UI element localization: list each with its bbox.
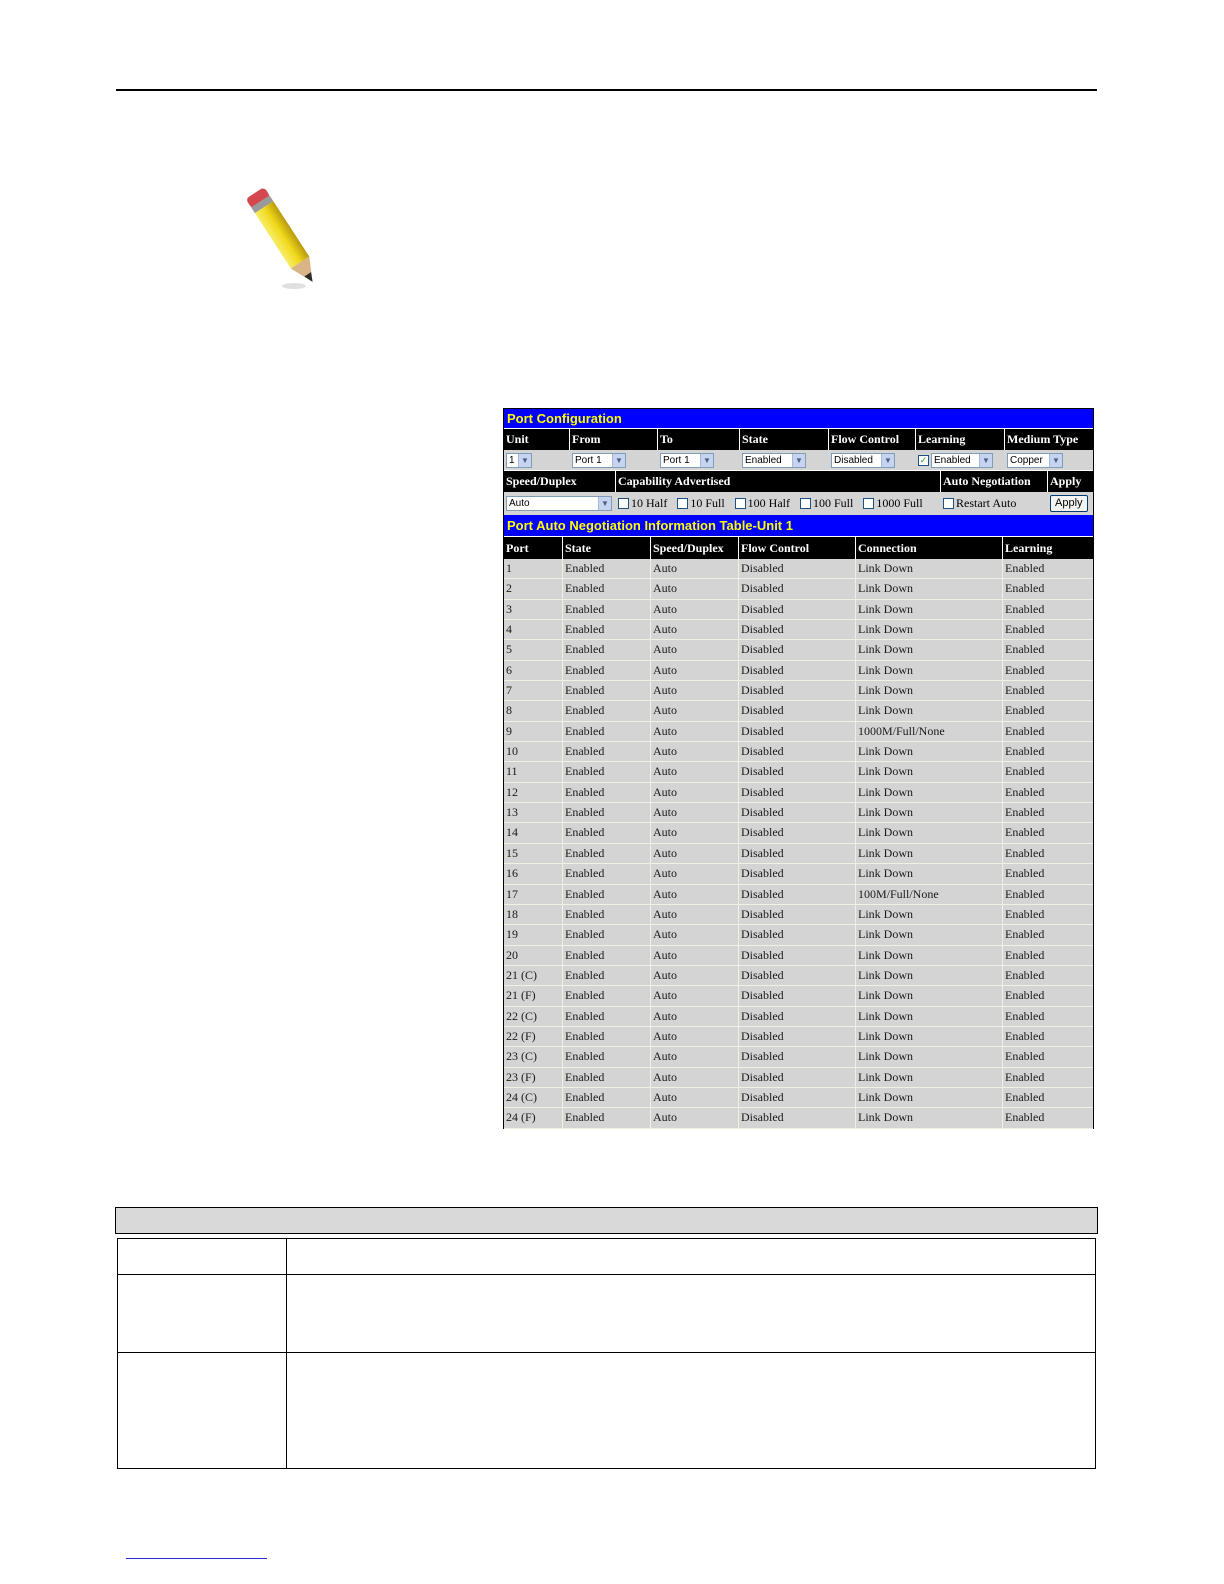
header-capability-advertised: Capability Advertised <box>616 471 941 492</box>
port-cell: 5 <box>504 640 563 659</box>
flow-control-cell: Disabled <box>739 864 856 883</box>
flow-control-cell: Disabled <box>739 742 856 761</box>
config-controls-row-2 <box>504 492 1093 515</box>
port-cell: 15 <box>504 844 563 863</box>
connection-cell: Link Down <box>856 762 1003 781</box>
learning-checkbox[interactable]: ✓ <box>919 454 928 465</box>
state-cell: Enabled <box>563 885 651 904</box>
speed-duplex-cell: Auto <box>651 1027 739 1046</box>
state-cell: Enabled <box>563 823 651 842</box>
pencil-icon <box>236 178 332 294</box>
speed-duplex-select[interactable]: Auto ▼ <box>506 496 612 511</box>
connection-cell: Link Down <box>856 864 1003 883</box>
table-row <box>504 946 1093 966</box>
state-cell: Enabled <box>563 925 651 944</box>
config-controls-row <box>504 450 1093 470</box>
page-top-rule <box>116 89 1097 91</box>
column-speed-duplex: Speed/Duplex <box>651 537 739 559</box>
connection-cell: Link Down <box>856 661 1003 680</box>
connection-cell: Link Down <box>856 701 1003 720</box>
chevron-down-icon: ▼ <box>700 454 713 467</box>
header-medium-type: Medium Type <box>1005 429 1093 450</box>
table-row <box>504 640 1093 660</box>
chevron-down-icon: ▼ <box>792 454 805 467</box>
speed-duplex-cell: Auto <box>651 783 739 802</box>
flow-control-cell: Disabled <box>739 600 856 619</box>
state-cell: Enabled <box>563 966 651 985</box>
flow-control-cell: Disabled <box>739 783 856 802</box>
header-auto-negotiation: Auto Negotiation <box>941 471 1048 492</box>
connection-cell: Link Down <box>856 986 1003 1005</box>
port-cell: 9 <box>504 722 563 741</box>
learning-cell: Enabled <box>1005 601 1045 616</box>
port-cell: 2 <box>504 579 563 598</box>
flow-control-cell: Disabled <box>739 986 856 1005</box>
column-connection: Connection <box>856 537 1003 559</box>
header-from: From <box>570 429 658 450</box>
table-row <box>504 1068 1093 1088</box>
state-select[interactable]: Enabled ▼ <box>742 453 806 468</box>
port-cell: 22 (F) <box>504 1027 563 1046</box>
checkbox[interactable] <box>735 498 746 509</box>
speed-duplex-cell: Auto <box>651 1088 739 1107</box>
port-cell: 8 <box>504 701 563 720</box>
config-header-row-2 <box>504 471 1093 492</box>
capability-100-half[interactable]: 100 Half <box>735 496 790 511</box>
speed-duplex-cell: Auto <box>651 600 739 619</box>
connection-cell: Link Down <box>856 823 1003 842</box>
learning-cell: Enabled <box>1005 1028 1045 1043</box>
flow-control-cell: Disabled <box>739 946 856 965</box>
table-row <box>504 1007 1093 1027</box>
header-unit: Unit <box>504 429 570 450</box>
state-cell: Enabled <box>563 722 651 741</box>
port-cell: 3 <box>504 600 563 619</box>
from-port-select[interactable]: Port 1 ▼ <box>572 453 626 468</box>
info-table-header <box>504 537 1093 559</box>
speed-duplex-cell: Auto <box>651 1068 739 1087</box>
port-cell: 23 (F) <box>504 1068 563 1087</box>
connection-cell: Link Down <box>856 946 1003 965</box>
port-cell: 12 <box>504 783 563 802</box>
flow-control-cell: Disabled <box>739 620 856 639</box>
port-configuration-panel <box>503 408 1094 1129</box>
table-row <box>504 966 1093 986</box>
port-cell: 4 <box>504 620 563 639</box>
medium-type-select[interactable]: Copper ▼ <box>1007 453 1063 468</box>
speed-duplex-cell: Auto <box>651 844 739 863</box>
chevron-down-icon: ▼ <box>881 454 894 467</box>
chevron-down-icon: ▼ <box>612 454 625 467</box>
table-row <box>504 1088 1093 1108</box>
connection-cell: Link Down <box>856 620 1003 639</box>
to-port-select[interactable]: Port 1 ▼ <box>660 453 714 468</box>
port-cell: 13 <box>504 803 563 822</box>
chevron-down-icon: ▼ <box>979 454 992 467</box>
connection-cell: Link Down <box>856 844 1003 863</box>
learning-cell: Enabled <box>1005 784 1045 799</box>
speed-duplex-cell: Auto <box>651 823 739 842</box>
checkbox[interactable] <box>677 498 688 509</box>
table-row <box>504 579 1093 599</box>
connection-cell: 100M/Full/None <box>856 885 1003 904</box>
port-cell: 24 (F) <box>504 1108 563 1127</box>
flow-control-cell: Disabled <box>739 966 856 985</box>
column-state: State <box>563 537 651 559</box>
parameter-table <box>117 1238 1096 1469</box>
learning-cell: Enabled <box>1005 1049 1045 1064</box>
connection-cell: Link Down <box>856 579 1003 598</box>
flow-control-cell: Disabled <box>739 885 856 904</box>
connection-cell: Link Down <box>856 1027 1003 1046</box>
learning-cell: Enabled <box>1005 1110 1045 1125</box>
port-configuration-title: Port Configuration <box>504 409 1093 429</box>
state-cell: Enabled <box>563 579 651 598</box>
speed-duplex-cell: Auto <box>651 661 739 680</box>
port-cell: 21 (F) <box>504 986 563 1005</box>
table-row <box>504 1047 1093 1067</box>
restart-auto-option[interactable]: Restart Auto <box>943 496 1016 511</box>
header-to: To <box>658 429 740 450</box>
table-row <box>504 620 1093 640</box>
learning-cell: Enabled <box>1005 744 1045 759</box>
state-cell: Enabled <box>563 620 651 639</box>
port-cell: 1 <box>504 559 563 578</box>
apply-button[interactable]: Apply <box>1050 495 1088 512</box>
learning-cell: Enabled <box>1005 683 1045 698</box>
connection-cell: Link Down <box>856 640 1003 659</box>
state-cell: Enabled <box>563 864 651 883</box>
table-divider <box>118 1352 1095 1353</box>
connection-cell: Link Down <box>856 925 1003 944</box>
learning-cell: Enabled <box>1005 825 1045 840</box>
connection-cell: Link Down <box>856 1007 1003 1026</box>
capability-1000-full[interactable]: 1000 Full <box>863 496 922 511</box>
table-row <box>504 986 1093 1006</box>
config-header-row <box>504 429 1093 450</box>
table-row <box>504 885 1093 905</box>
port-cell: 6 <box>504 661 563 680</box>
learning-cell: Enabled <box>1005 866 1045 881</box>
flow-control-cell: Disabled <box>739 701 856 720</box>
learning-cell: Enabled <box>1005 927 1045 942</box>
unit-select[interactable]: 1 ▼ <box>506 453 532 468</box>
port-cell: 21 (C) <box>504 966 563 985</box>
learning-cell: Enabled <box>1005 622 1045 637</box>
column-learning: Learning <box>1003 537 1093 559</box>
info-table-body <box>504 559 1093 1129</box>
learning-cell: Enabled <box>1005 723 1045 738</box>
state-cell: Enabled <box>563 640 651 659</box>
table-row <box>504 905 1093 925</box>
flow-control-select[interactable]: Disabled ▼ <box>831 453 895 468</box>
speed-duplex-cell: Auto <box>651 905 739 924</box>
flow-control-cell: Disabled <box>739 1007 856 1026</box>
flow-control-cell: Disabled <box>739 640 856 659</box>
connection-cell: Link Down <box>856 1068 1003 1087</box>
info-table-title: Port Auto Negotiation Information Table-Unit 1 <box>504 515 1093 537</box>
learning-cell: Enabled <box>1005 581 1045 596</box>
learning-cell: Enabled <box>1005 1008 1045 1023</box>
speed-duplex-cell: Auto <box>651 1007 739 1026</box>
port-cell: 18 <box>504 905 563 924</box>
port-cell: 10 <box>504 742 563 761</box>
flow-control-cell: Disabled <box>739 803 856 822</box>
port-cell: 16 <box>504 864 563 883</box>
table-row <box>504 722 1093 742</box>
port-cell: 20 <box>504 946 563 965</box>
footer-link-underline <box>126 1558 267 1559</box>
connection-cell: Link Down <box>856 1108 1003 1127</box>
connection-cell: Link Down <box>856 803 1003 822</box>
flow-control-cell: Disabled <box>739 925 856 944</box>
speed-duplex-cell: Auto <box>651 885 739 904</box>
learning-cell: Enabled <box>1005 906 1045 921</box>
connection-cell: Link Down <box>856 1088 1003 1107</box>
learning-cell: Enabled <box>1005 967 1045 982</box>
state-cell: Enabled <box>563 844 651 863</box>
connection-cell: Link Down <box>856 742 1003 761</box>
speed-duplex-cell: Auto <box>651 925 739 944</box>
state-cell: Enabled <box>563 783 651 802</box>
table-row <box>504 864 1093 884</box>
checkbox[interactable] <box>863 498 874 509</box>
table-row <box>504 762 1093 782</box>
speed-duplex-cell: Auto <box>651 803 739 822</box>
speed-duplex-cell: Auto <box>651 681 739 700</box>
table-row <box>504 1027 1093 1047</box>
checkbox[interactable] <box>800 498 811 509</box>
port-cell: 7 <box>504 681 563 700</box>
state-cell: Enabled <box>563 986 651 1005</box>
learning-cell: Enabled <box>1005 764 1045 779</box>
state-cell: Enabled <box>563 559 651 578</box>
flow-control-cell: Disabled <box>739 1068 856 1087</box>
flow-control-cell: Disabled <box>739 762 856 781</box>
state-cell: Enabled <box>563 1007 651 1026</box>
learning-cell: Enabled <box>1005 703 1045 718</box>
port-cell: 14 <box>504 823 563 842</box>
speed-duplex-cell: Auto <box>651 986 739 1005</box>
learning-cell: Enabled <box>1005 642 1045 657</box>
header-flow-control: Flow Control <box>829 429 916 450</box>
speed-duplex-cell: Auto <box>651 742 739 761</box>
connection-cell: Link Down <box>856 966 1003 985</box>
table-row <box>504 681 1093 701</box>
speed-duplex-cell: Auto <box>651 620 739 639</box>
port-cell: 19 <box>504 925 563 944</box>
speed-duplex-cell: Auto <box>651 579 739 598</box>
learning-select[interactable]: Enabled ▼ <box>931 453 993 468</box>
state-cell: Enabled <box>563 600 651 619</box>
checkbox[interactable] <box>943 498 954 509</box>
state-cell: Enabled <box>563 1108 651 1127</box>
learning-cell: Enabled <box>1005 805 1045 820</box>
speed-duplex-cell: Auto <box>651 640 739 659</box>
table-row <box>504 803 1093 823</box>
learning-cell: Enabled <box>1005 1069 1045 1084</box>
capability-10-half[interactable]: 10 Half <box>618 496 667 511</box>
connection-cell: Link Down <box>856 559 1003 578</box>
learning-cell: Enabled <box>1005 845 1045 860</box>
header-apply: Apply <box>1048 471 1093 492</box>
learning-cell: Enabled <box>1005 947 1045 962</box>
table-row <box>504 661 1093 681</box>
state-cell: Enabled <box>563 905 651 924</box>
speed-duplex-cell: Auto <box>651 966 739 985</box>
learning-cell: Enabled <box>1005 886 1045 901</box>
header-speed-duplex: Speed/Duplex <box>504 471 616 492</box>
flow-control-cell: Disabled <box>739 681 856 700</box>
state-cell: Enabled <box>563 742 651 761</box>
speed-duplex-cell: Auto <box>651 1047 739 1066</box>
flow-control-cell: Disabled <box>739 905 856 924</box>
port-cell: 22 (C) <box>504 1007 563 1026</box>
connection-cell: Link Down <box>856 600 1003 619</box>
chevron-down-icon: ▼ <box>1049 454 1062 467</box>
table-row <box>504 742 1093 762</box>
table-row <box>504 1108 1093 1128</box>
flow-control-cell: Disabled <box>739 1047 856 1066</box>
state-cell: Enabled <box>563 681 651 700</box>
flow-control-cell: Disabled <box>739 1088 856 1107</box>
connection-cell: Link Down <box>856 1047 1003 1066</box>
learning-cell: Enabled <box>1005 561 1045 575</box>
port-cell: 24 (C) <box>504 1088 563 1107</box>
connection-cell: 1000M/Full/None <box>856 722 1003 741</box>
column-flow-control: Flow Control <box>739 537 856 559</box>
table-row <box>504 823 1093 843</box>
port-cell: 11 <box>504 762 563 781</box>
state-cell: Enabled <box>563 1047 651 1066</box>
flow-control-cell: Disabled <box>739 661 856 680</box>
table-row <box>504 783 1093 803</box>
flow-control-cell: Disabled <box>739 559 856 578</box>
speed-duplex-cell: Auto <box>651 946 739 965</box>
port-cell: 23 (C) <box>504 1047 563 1066</box>
table-row <box>504 925 1093 945</box>
capability-10-full[interactable]: 10 Full <box>677 496 724 511</box>
learning-cell: Enabled <box>1005 988 1045 1003</box>
table-row <box>504 701 1093 721</box>
speed-duplex-cell: Auto <box>651 722 739 741</box>
state-cell: Enabled <box>563 1088 651 1107</box>
state-cell: Enabled <box>563 946 651 965</box>
header-state: State <box>740 429 829 450</box>
chevron-down-icon: ▼ <box>598 497 611 510</box>
speed-duplex-cell: Auto <box>651 864 739 883</box>
checkbox[interactable] <box>618 498 629 509</box>
chevron-down-icon: ▼ <box>518 454 531 467</box>
state-cell: Enabled <box>563 1027 651 1046</box>
header-learning: Learning <box>916 429 1005 450</box>
capability-100-full[interactable]: 100 Full <box>800 496 853 511</box>
port-cell: 17 <box>504 885 563 904</box>
speed-duplex-cell: Auto <box>651 762 739 781</box>
learning-cell: Enabled <box>1005 1089 1045 1104</box>
state-cell: Enabled <box>563 803 651 822</box>
state-cell: Enabled <box>563 1068 651 1087</box>
parameter-table-header-bar <box>115 1207 1098 1234</box>
table-row <box>504 559 1093 579</box>
flow-control-cell: Disabled <box>739 1108 856 1127</box>
table-row <box>504 600 1093 620</box>
flow-control-cell: Disabled <box>739 823 856 842</box>
learning-cell: Enabled <box>1005 662 1045 677</box>
flow-control-cell: Disabled <box>739 844 856 863</box>
table-divider <box>118 1274 1095 1275</box>
connection-cell: Link Down <box>856 783 1003 802</box>
connection-cell: Link Down <box>856 905 1003 924</box>
state-cell: Enabled <box>563 661 651 680</box>
column-port: Port <box>504 537 563 559</box>
speed-duplex-cell: Auto <box>651 1108 739 1127</box>
table-row <box>504 844 1093 864</box>
connection-cell: Link Down <box>856 681 1003 700</box>
state-cell: Enabled <box>563 762 651 781</box>
speed-duplex-cell: Auto <box>651 559 739 578</box>
speed-duplex-cell: Auto <box>651 701 739 720</box>
flow-control-cell: Disabled <box>739 722 856 741</box>
flow-control-cell: Disabled <box>739 1027 856 1046</box>
state-cell: Enabled <box>563 701 651 720</box>
flow-control-cell: Disabled <box>739 579 856 598</box>
